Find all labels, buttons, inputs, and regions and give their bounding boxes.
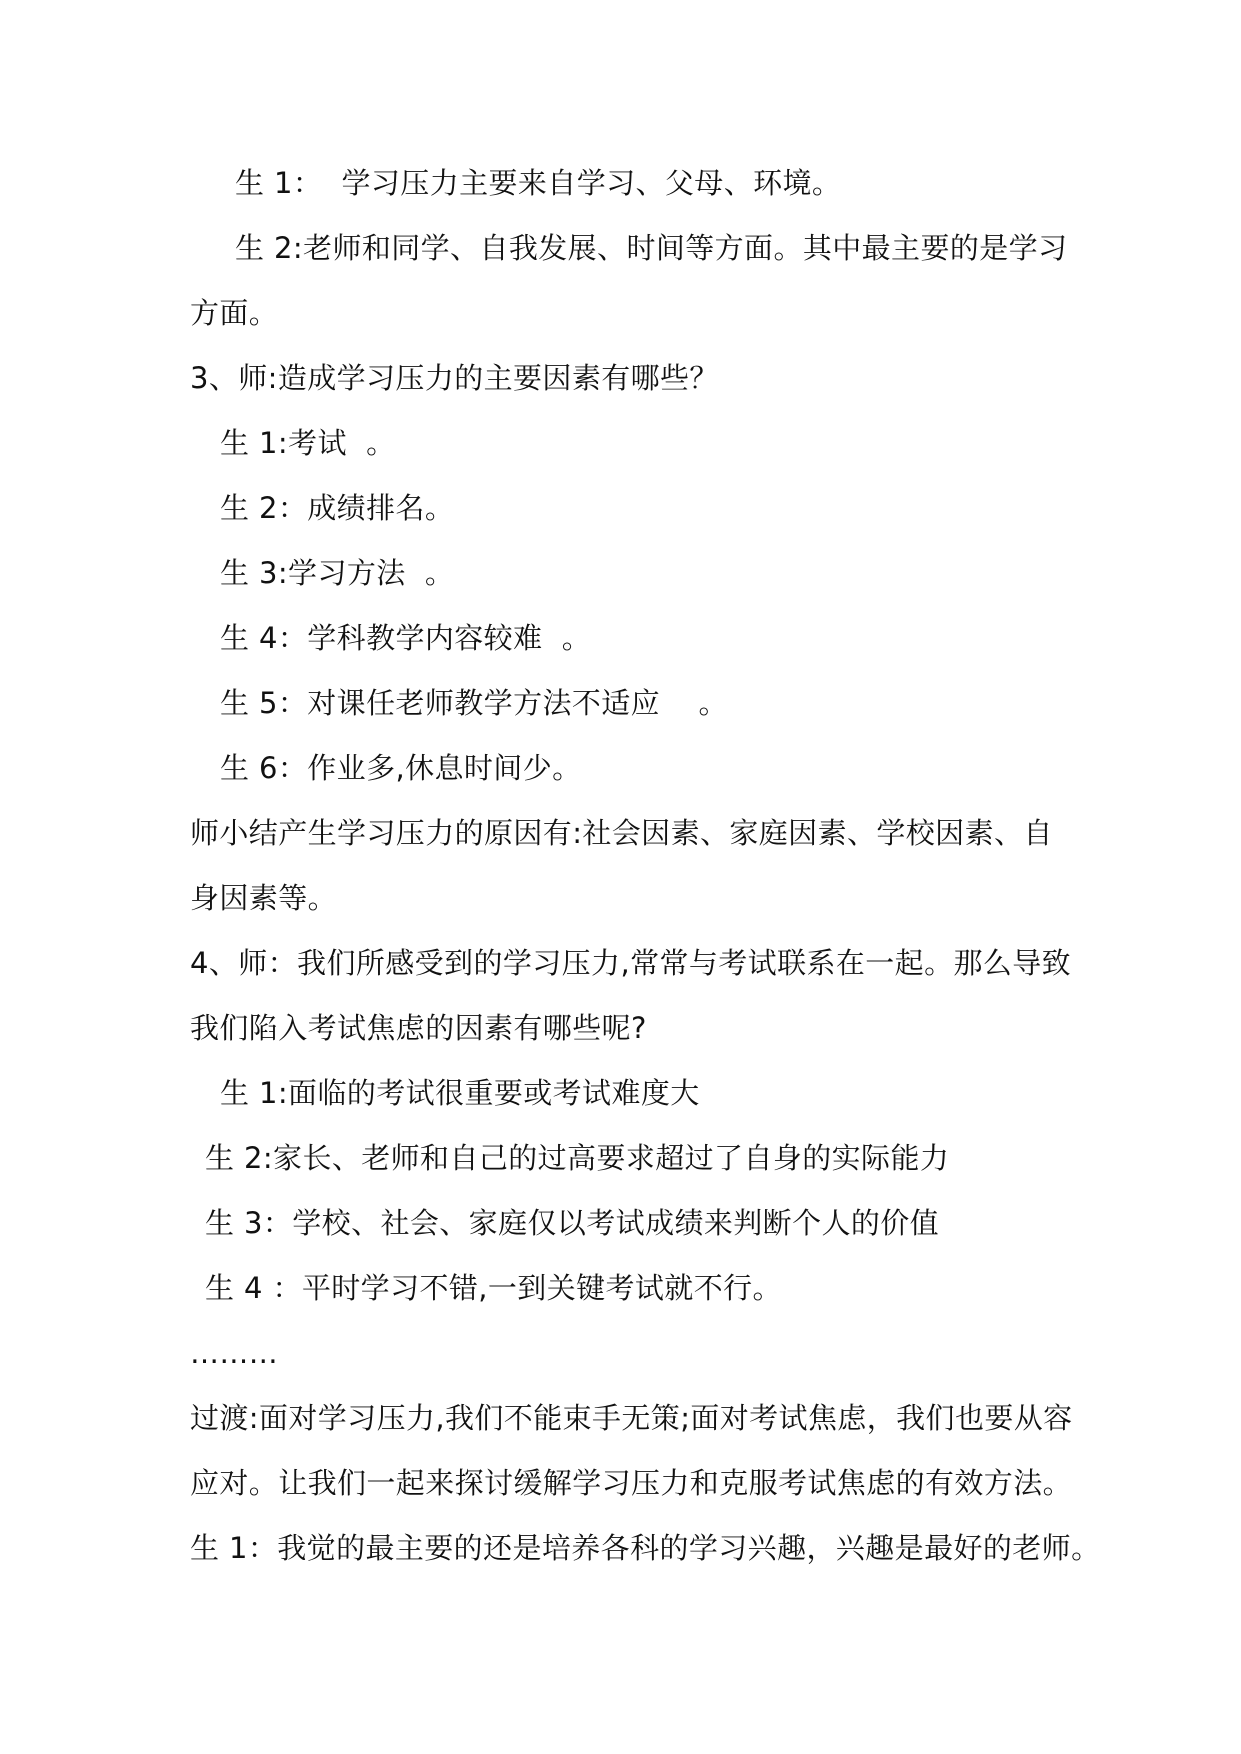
paragraph-line: 生 4 ：平时学习不错,一到关键考试就不行。 — [205, 1271, 782, 1305]
paragraph-line: 应对。让我们一起来探讨缓解学习压力和克服考试焦虑的有效方法。 — [190, 1466, 1073, 1500]
paragraph-line: 过渡:面对学习压力,我们不能束手无策;面对考试焦虑，我们也要从容 — [190, 1401, 1073, 1435]
paragraph-line: 生 5：对课任老师教学方法不适应 。 — [220, 686, 728, 720]
paragraph-line: 生 2:家长、老师和自己的过高要求超过了自身的实际能力 — [205, 1141, 950, 1175]
paragraph-line: 4、师：我们所感受到的学习压力,常常与考试联系在一起。那么导致 — [190, 946, 1072, 980]
paragraph-line: 生 2:老师和同学、自我发展、时间等方面。其中最主要的是学习 — [235, 231, 1068, 265]
paragraph-line: 方面。 — [190, 296, 279, 330]
paragraph-line: 3、师:造成学习压力的主要因素有哪些？ — [190, 361, 719, 395]
paragraph-line: 生 1：我觉的最主要的还是培养各科的学习兴趣，兴趣是最好的老师。 — [190, 1531, 1101, 1565]
paragraph-line: 生 1： 学习压力主要来自学习、父母、环境。 — [235, 166, 842, 200]
ellipsis-line: ……… — [190, 1336, 279, 1370]
paragraph-line: 我们陷入考试焦虑的因素有哪些呢? — [190, 1011, 647, 1045]
paragraph-line: 生 3：学校、社会、家庭仅以考试成绩来判断个人的价值 — [205, 1206, 940, 1240]
paragraph-line: 生 1:面临的考试很重要或考试难度大 — [220, 1076, 700, 1110]
paragraph-line: 生 3:学习方法 。 — [220, 556, 455, 590]
paragraph-line: 身因素等。 — [190, 881, 338, 915]
paragraph-line: 生 4：学科教学内容较难 。 — [220, 621, 592, 655]
paragraph-line: 生 2：成绩排名。 — [220, 491, 455, 525]
paragraph-line: 师小结产生学习压力的原因有:社会因素、家庭因素、学校因素、自 — [190, 816, 1053, 850]
paragraph-line: 生 1:考试 。 — [220, 426, 396, 460]
paragraph-line: 生 6：作业多,休息时间少。 — [220, 751, 582, 785]
